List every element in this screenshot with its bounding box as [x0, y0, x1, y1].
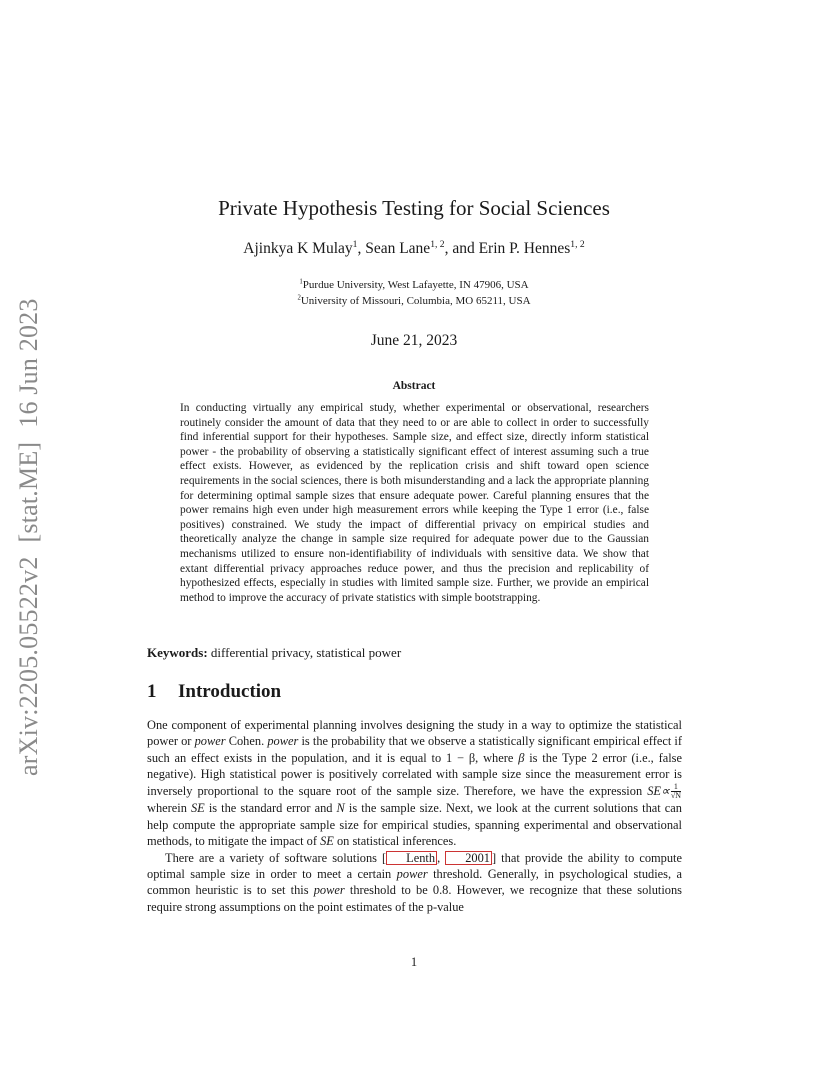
text-run: ] that provide the ability to compute optimal sample size in order to meet a certain [147, 850, 682, 881]
citation-link-year[interactable]: 2001 [445, 851, 492, 865]
paper-date: June 21, 2023 [370, 332, 458, 349]
introduction-body [147, 717, 682, 915]
text-run: threshold to be 0.8. However, we recognize that these solutions require strong assumptions on the point estimates of the p-value [147, 883, 682, 914]
text-run: on statistical inferences. [333, 834, 457, 849]
text-run: threshold. Generally, in psychological studies, a common heuristic is to set this [147, 866, 682, 898]
author-name: Sean Lane [365, 240, 431, 257]
italic-term: power [194, 734, 226, 749]
text-run: is the standard error and [204, 801, 337, 816]
italic-term: power [396, 866, 428, 881]
text-run: is the Type 2 error (i.e., false negative). High statistical power is positively correlated with sample size since the measurement error is inversely proportional to the square root of the sample size. Therefore, we have the expression [147, 750, 683, 798]
math-expression: 1 − β [446, 750, 476, 765]
keywords-label: Keywords: [147, 645, 208, 660]
paper-title: Private Hypothesis Testing for Social Sciences [218, 196, 610, 220]
paragraph [147, 717, 682, 850]
paragraph [147, 850, 682, 916]
author-affiliation-mark: 1 [352, 238, 358, 250]
affiliation-text: Purdue University, West Lafayette, IN 47906, USA [302, 279, 529, 291]
math-symbol: SE [190, 801, 205, 816]
text-run: One component of experimental planning involves designing the study in a way to optimize the statistical power or [147, 718, 682, 749]
author-affiliation-mark: 1, 2 [570, 238, 585, 250]
section-number: 1 [147, 681, 157, 702]
math-symbol: N [336, 801, 345, 816]
affiliation-mark: 2 [297, 294, 301, 302]
section-heading [147, 681, 682, 703]
author-name: Ajinkya K Mulay [243, 240, 353, 257]
text-run: wherein [147, 801, 191, 816]
text-run: , where [475, 750, 519, 765]
text-run: is the probability that we observe a statistically significant empirical effect if such an effect exists in the population, and it is equal to [147, 734, 682, 765]
fraction [671, 783, 681, 800]
keywords [147, 645, 682, 661]
text-run: Cohen. [225, 734, 268, 749]
italic-term: power [267, 734, 299, 749]
math-expression: SE∝ [647, 783, 670, 798]
math-symbol: β [518, 750, 525, 765]
fraction-denominator: √N [670, 791, 681, 801]
text-run: There are a variety of software solutions [ [165, 850, 387, 865]
keywords-text: differential privacy, statistical power [210, 645, 402, 660]
arxiv-identifier-stamp [14, 276, 44, 776]
affiliation-text: University of Missouri, Columbia, MO 65211, USA [300, 295, 531, 307]
author-separator: , and [444, 240, 479, 257]
affiliation-mark: 1 [299, 278, 303, 286]
math-symbol: SE [320, 834, 334, 849]
italic-term: power [313, 883, 345, 898]
author-separator: , [357, 240, 366, 257]
affiliation [0, 279, 828, 291]
abstract-heading: Abstract [392, 380, 436, 392]
text-run: , [437, 850, 446, 865]
author-affiliation-mark: 1, 2 [430, 238, 445, 250]
citation-link-author[interactable]: Lenth [386, 851, 437, 865]
section-title: Introduction [178, 681, 282, 702]
fraction-numerator: 1 [671, 783, 681, 792]
author-list [0, 240, 828, 258]
affiliation [0, 295, 828, 307]
abstract-text: In conducting virtually any empirical study, whether experimental or observational, researchers routinely consider the amount of data that they need to or are able to collect in order to successfully find inferential support for their hypotheses. Sample size, and effect size, directly inform statistical power - the probability of observing a statistically significant effect of interest assuming such a true effect exists. However, as evidenced by the replication crisis and shift toward open science requirements in the social sciences, there is both misunderstanding and a lack the appropriate planning for determining optimal sample sizes that ensure adequate power. Careful planning ensures that the power remains high even under high measurement errors while keeping the Type 1 error (i.e., false positives) constrained. We study the impact of differential privacy on empirical studies and theoretically analyze the change in sample size required for adequate power due to the Gaussian mechanisms utilized to ensure non-identifiability of individuals with sensitive data. We show that extant differential privacy approaches reduce power, and thus the precision and replicability of hypothesized effects, especially in studies with limited sample size. Further, we provide an empirical method to improve the accuracy of private statistics with simple bootstrapping. [180, 402, 649, 604]
arxiv-date: 16 Jun 2023 [14, 298, 43, 428]
author-name: Erin P. Hennes [478, 240, 571, 257]
arxiv-id: arXiv:2205.05522v2 [14, 556, 43, 776]
arxiv-category: [stat.ME] [14, 441, 43, 543]
text-run: is the sample size. Next, we look at the current solutions that can help compute the appropriate sample size for empirical studies, spanning experimental and observational methods, to mitigate the impact of [147, 801, 682, 849]
page-number: 1 [410, 955, 418, 969]
